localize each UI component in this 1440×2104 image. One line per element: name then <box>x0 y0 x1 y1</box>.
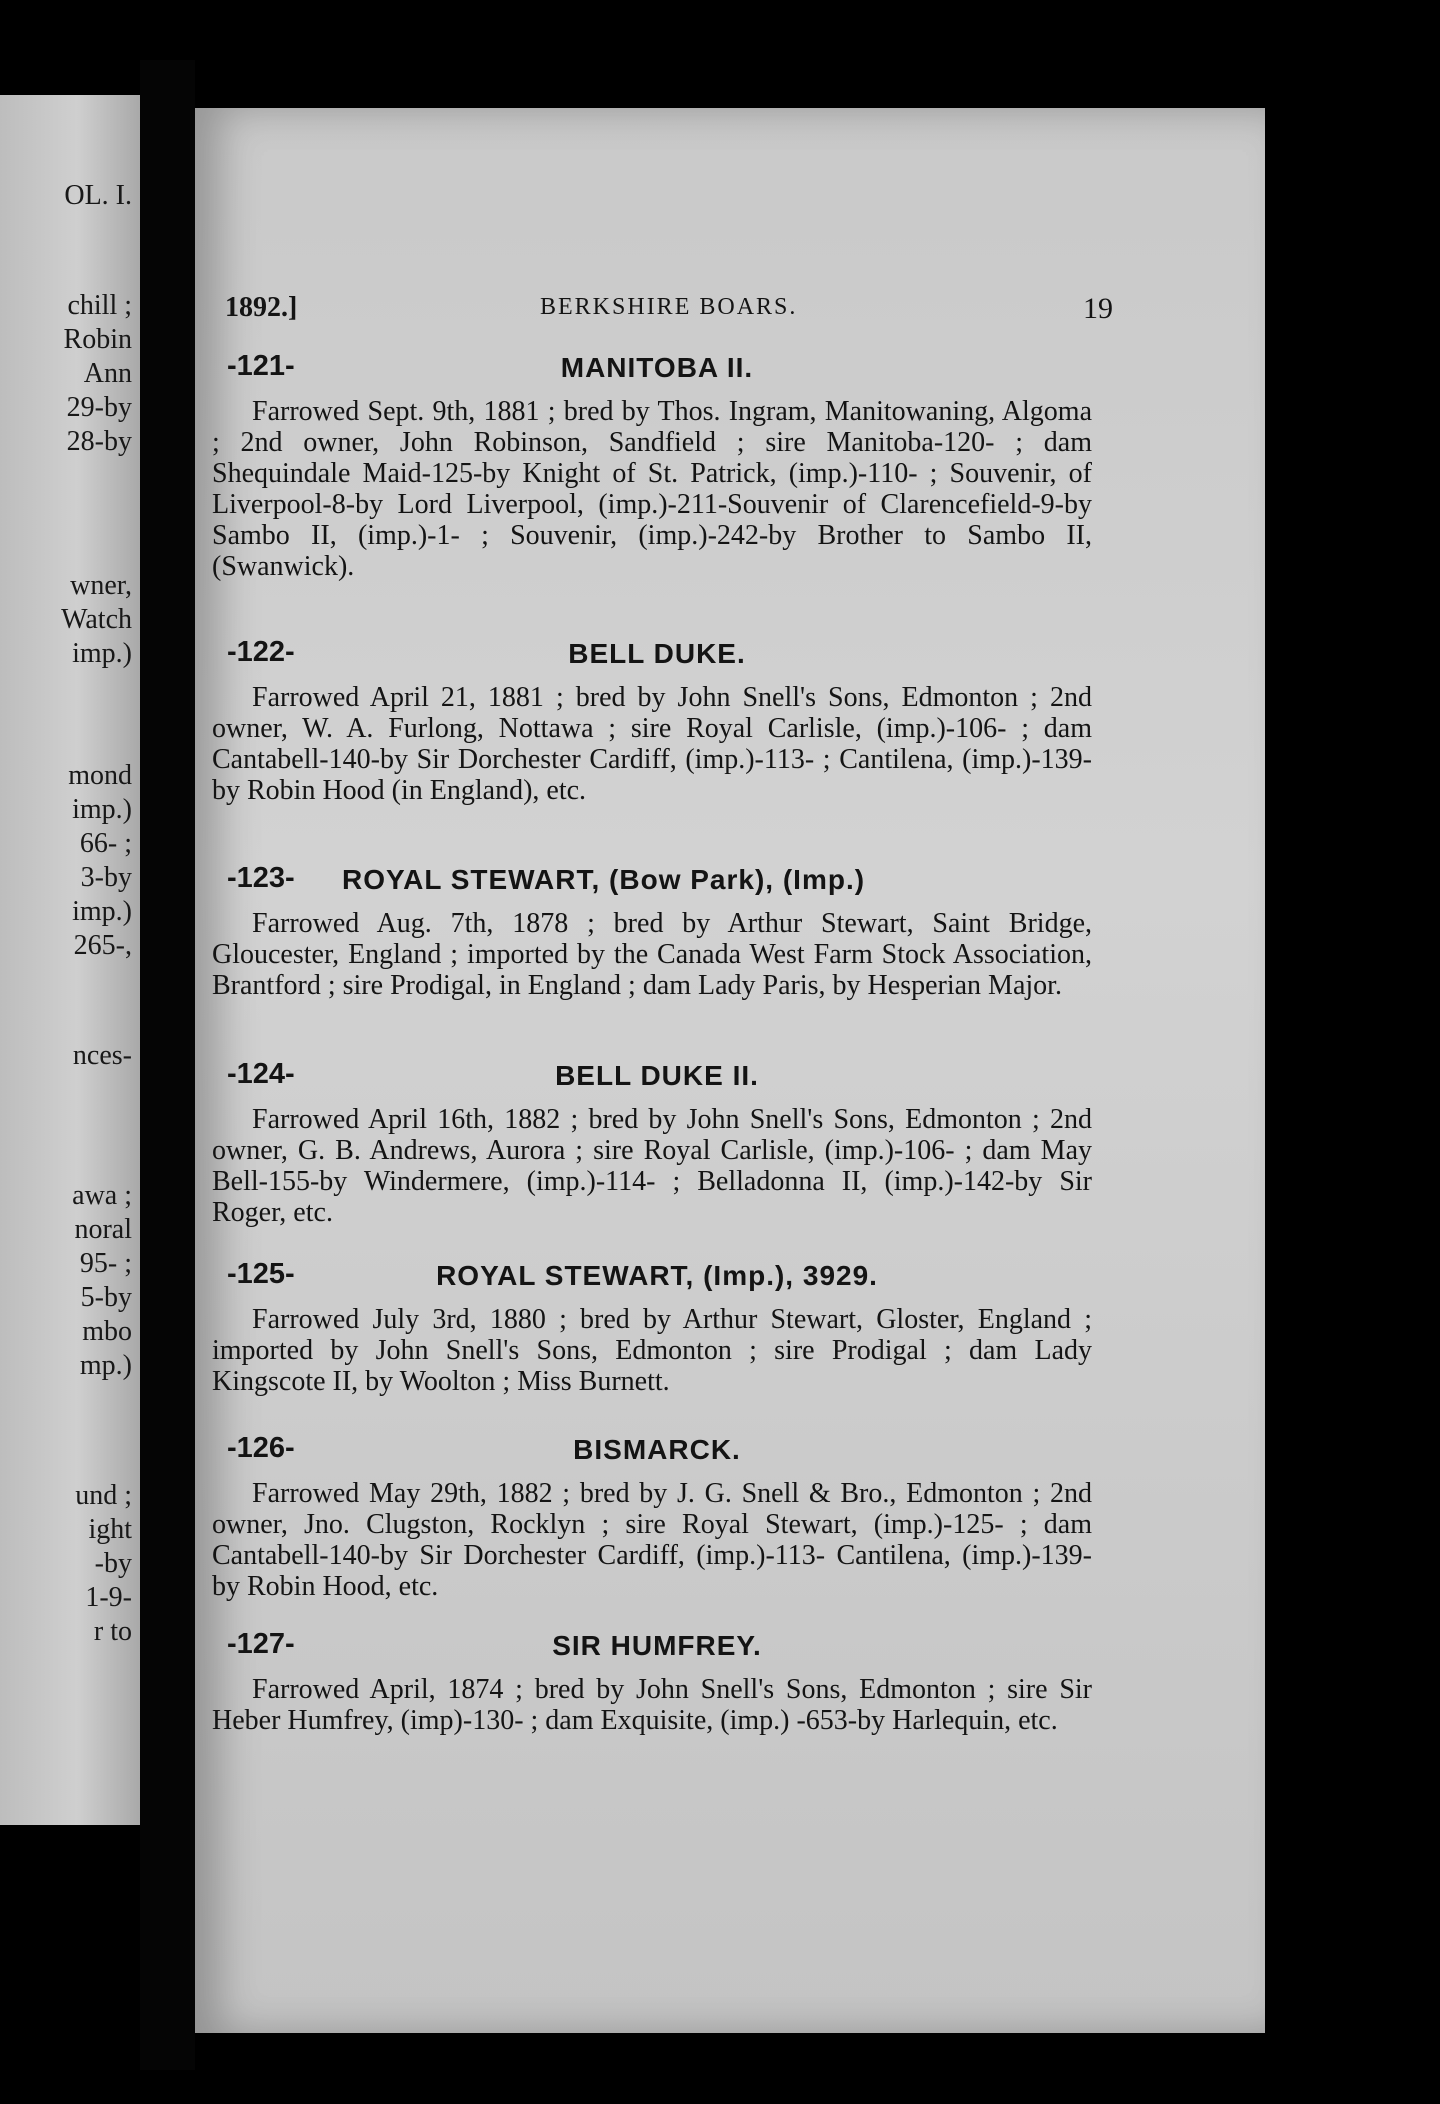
page-number: 19 <box>1083 292 1113 325</box>
left-page-fragment: Watch <box>61 604 132 635</box>
entry-number: -125- <box>227 1258 295 1290</box>
left-page-fragment: Robin <box>63 324 132 355</box>
entry-body: Farrowed April 21, 1881 ; bred by John Snell's Sons, Edmonton ; 2nd owner, W. A. Furlong, Nottawa ; sire Royal Carlisle, (imp.)-106- ; dam Cantabell-140-by Sir Dorchester Cardiff, (imp.)-113- ; Cantilena, (imp.)-139-by Robin Hood (in England), etc. <box>212 682 1092 806</box>
entry-number: -122- <box>227 636 295 668</box>
entry-body: Farrowed Aug. 7th, 1878 ; bred by Arthur Stewart, Saint Bridge, Gloucester, England ; imported by the Canada West Farm Stock Association, Brantford ; sire Prodigal, in England ; dam Lady Paris, by Hesperian Major. <box>212 908 1092 1001</box>
left-page-fragment: ight <box>88 1514 132 1545</box>
left-page-fragment: r to <box>93 1616 132 1647</box>
left-page-fragment: imp.) <box>72 638 132 669</box>
entry-body: Farrowed July 3rd, 1880 ; bred by Arthur Stewart, Gloster, England ; imported by John Snell's Sons, Edmonton ; sire Prodigal ; dam Lady Kingscote II, by Woolton ; Miss Burnett. <box>212 1304 1092 1397</box>
entry-127 <box>212 1628 1102 1736</box>
entry-number: -127- <box>227 1628 295 1660</box>
left-page-fragment: noral <box>74 1214 132 1245</box>
left-page-fragment: chill ; <box>67 290 132 321</box>
entry-number: -123- <box>227 862 295 894</box>
left-page-fragment: imp.) <box>72 896 132 927</box>
book-spine <box>140 60 195 2070</box>
entry-name: ROYAL STEWART, (Bow Park), (Imp.) <box>342 864 866 895</box>
entry-122 <box>212 636 1102 806</box>
entry-name: BISMARCK. <box>573 1434 741 1465</box>
entry-body: Farrowed May 29th, 1882 ; bred by J. G. Snell & Bro., Edmonton ; 2nd owner, Jno. Clugston, Rocklyn ; sire Royal Stewart, (imp.)-125- ; dam Cantabell-140-by Sir Dorchester Cardiff, (imp.)-113- Cantilena, (imp.)-139-by Robin Hood, etc. <box>212 1478 1092 1602</box>
entry-body: Farrowed April 16th, 1882 ; bred by John Snell's Sons, Edmonton ; 2nd owner, G. B. Andrews, Aurora ; sire Royal Carlisle, (imp.)-106- ; dam May Bell-155-by Windermere, (imp.)-114- ; Belladonna II, (imp.)-142-by Sir Roger, etc. <box>212 1104 1092 1228</box>
entry-number: -124- <box>227 1058 295 1090</box>
entry-name: SIR HUMFREY. <box>552 1630 762 1661</box>
entry-name: BELL DUKE II. <box>555 1060 759 1091</box>
entry-body: Farrowed April, 1874 ; bred by John Snell's Sons, Edmonton ; sire Sir Heber Humfrey, (imp)-130- ; dam Exquisite, (imp.) -653-by Harlequin, etc. <box>212 1674 1092 1736</box>
left-page-fragment: nces- <box>72 1040 132 1071</box>
running-head <box>225 292 1113 332</box>
entry-121 <box>212 350 1102 582</box>
left-page-fragment: 95- ; <box>79 1248 132 1279</box>
left-page-fragment: 1-9- <box>85 1582 132 1613</box>
left-page-fragment: und ; <box>75 1480 132 1511</box>
entry-123 <box>212 862 1102 1001</box>
left-page-fragment: 28-by <box>66 426 132 457</box>
left-page-fragment: 3-by <box>80 862 132 893</box>
entry-name: BELL DUKE. <box>568 638 746 669</box>
left-page-fragment: 265-, <box>73 930 132 961</box>
left-page-fragment: OL. I. <box>64 180 132 211</box>
left-page-fragment: 66- ; <box>79 828 132 859</box>
left-page-fragment: awa ; <box>72 1180 132 1211</box>
entry-name: MANITOBA II. <box>560 352 754 383</box>
left-page-fragment: mbo <box>82 1316 132 1347</box>
entry-body: Farrowed Sept. 9th, 1881 ; bred by Thos. Ingram, Manitowaning, Algoma ; 2nd owner, John Robinson, Sandfield ; sire Manitoba-120- ; dam Shequindale Maid-125-by Knight of St. Patrick, (imp.)-110- ; Souvenir, of Liverpool-8-by Lord Liverpool, (imp.)-211-Souvenir of Clarencefield-9-by Sambo II, (imp.)-1- ; Souvenir, (imp.)-242-by Brother to Sambo II, (Swanwick). <box>212 396 1092 582</box>
entry-126 <box>212 1432 1102 1602</box>
left-page-fragment: mond <box>68 760 132 791</box>
left-page-fragment: Ann <box>83 358 132 389</box>
left-page-fragment: 5-by <box>80 1282 132 1313</box>
left-page-fragment: mp.) <box>79 1350 132 1381</box>
entry-number: -121- <box>227 350 295 382</box>
entry-125 <box>212 1258 1102 1397</box>
left-page-fragment: wner, <box>70 570 132 601</box>
left-page-fragment: 29-by <box>66 392 132 423</box>
left-page-fragment: imp.) <box>72 794 132 825</box>
entry-number: -126- <box>227 1432 295 1464</box>
previous-page-edge <box>0 95 140 1825</box>
running-head-title: BERKSHIRE BOARS. <box>540 294 798 320</box>
entry-name: ROYAL STEWART, (Imp.), 3929. <box>436 1260 878 1291</box>
entry-124 <box>212 1058 1102 1228</box>
left-page-fragment: -by <box>94 1548 132 1579</box>
running-head-year: 1892.] <box>225 292 298 323</box>
